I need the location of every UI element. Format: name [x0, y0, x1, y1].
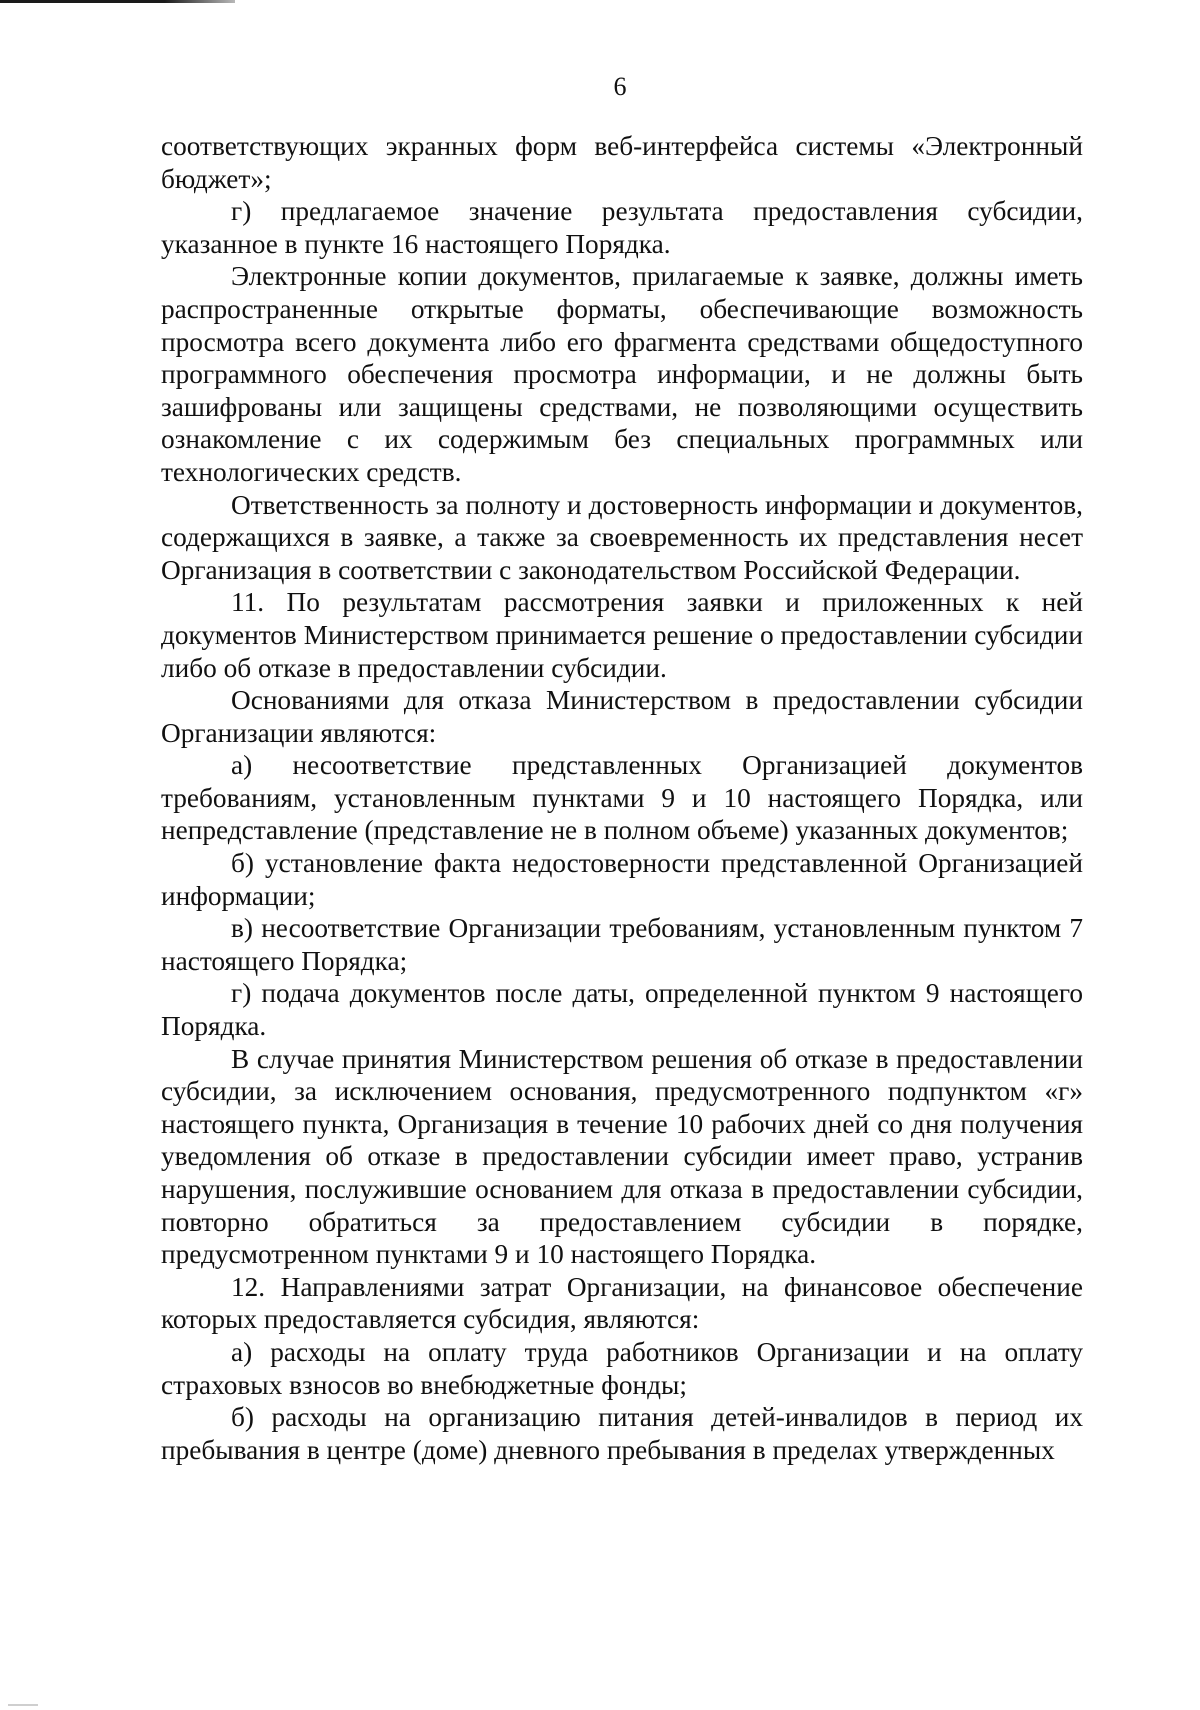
page-number: 6	[613, 72, 627, 101]
paragraph-item-g: г) предлагаемое значение результата предоставления субсидии, указанное в пункте 16 настоящего Порядка.	[161, 196, 1083, 259]
paragraph-expense-b: б) расходы на организацию питания детей-инвалидов в период их пребывания в центре (доме) дневного пребывания в пределах утвержденных	[161, 1402, 1083, 1465]
paragraph-refusal-grounds: Основаниями для отказа Министерством в предоставлении субсидии Организации являются:	[161, 685, 1083, 748]
paragraph-responsibility: Ответственность за полноту и достоверность информации и документов, содержащихся в заявке, а также за своевременность их представления несет Организация в соответствии с законодательством Российской Федерации.	[161, 489, 1083, 585]
paragraph-electronic-copies: Электронные копии документов, прилагаемые к заявке, должны иметь распространенные открытые форматы, обеспечивающие возможность просмотра всего документа либо его фрагмента средствами общедоступного программного обеспечения просмотра информации, и не должны быть зашифрованы или защищены средствами, не позволяющими осуществить ознакомление с их содержимым без специальных программных или технологических средств.	[161, 261, 1083, 487]
paragraph-ground-b: б) установление факта недостоверности представленной Организацией информации;	[161, 848, 1083, 911]
paragraph-clause-12: 12. Направлениями затрат Организации, на финансовое обеспечение которых предоставляется субсидия, являются:	[161, 1271, 1083, 1335]
document-body	[161, 130, 1083, 1466]
paragraph-continuation: соответствующих экранных форм веб-интерфейса системы «Электронный бюджет»;	[161, 131, 1083, 194]
paragraph-clause-11: 11. По результатам рассмотрения заявки и приложенных к ней документов Министерством принимается решение о предоставлении субсидии либо об отказе в предоставлении субсидии.	[161, 587, 1083, 683]
paragraph-ground-g: г) подача документов после даты, определенной пунктом 9 настоящего Порядка.	[161, 978, 1083, 1042]
scan-speck	[8, 1704, 38, 1706]
paragraph-refusal-case: В случае принятия Министерством решения об отказе в предоставлении субсидии, за исключением основания, предусмотренного подпунктом «г» настоящего пункта, Организация в течение 10 рабочих дней со дня получения уведомления об отказе в предоставлении субсидии имеет право, устранив нарушения, послужившие основанием для отказа в предоставлении субсидии, повторно обратиться за предоставлением субсидии в порядке, предусмотренном пунктами 9 и 10 настоящего Порядка.	[161, 1043, 1083, 1270]
paragraph-expense-a: а) расходы на оплату труда работников Организации и на оплату страховых взносов во внебюджетные фонды;	[161, 1336, 1083, 1400]
scan-edge-mark	[0, 0, 235, 3]
paragraph-ground-v: в) несоответствие Организации требованиям, установленным пунктом 7 настоящего Порядка;	[161, 913, 1083, 976]
paragraph-ground-a: а) несоответствие представленных Организацией документов требованиям, установленным пунктами 9 и 10 настоящего Порядка, или непредставление (представление не в полном объеме) указанных документов;	[161, 750, 1083, 846]
